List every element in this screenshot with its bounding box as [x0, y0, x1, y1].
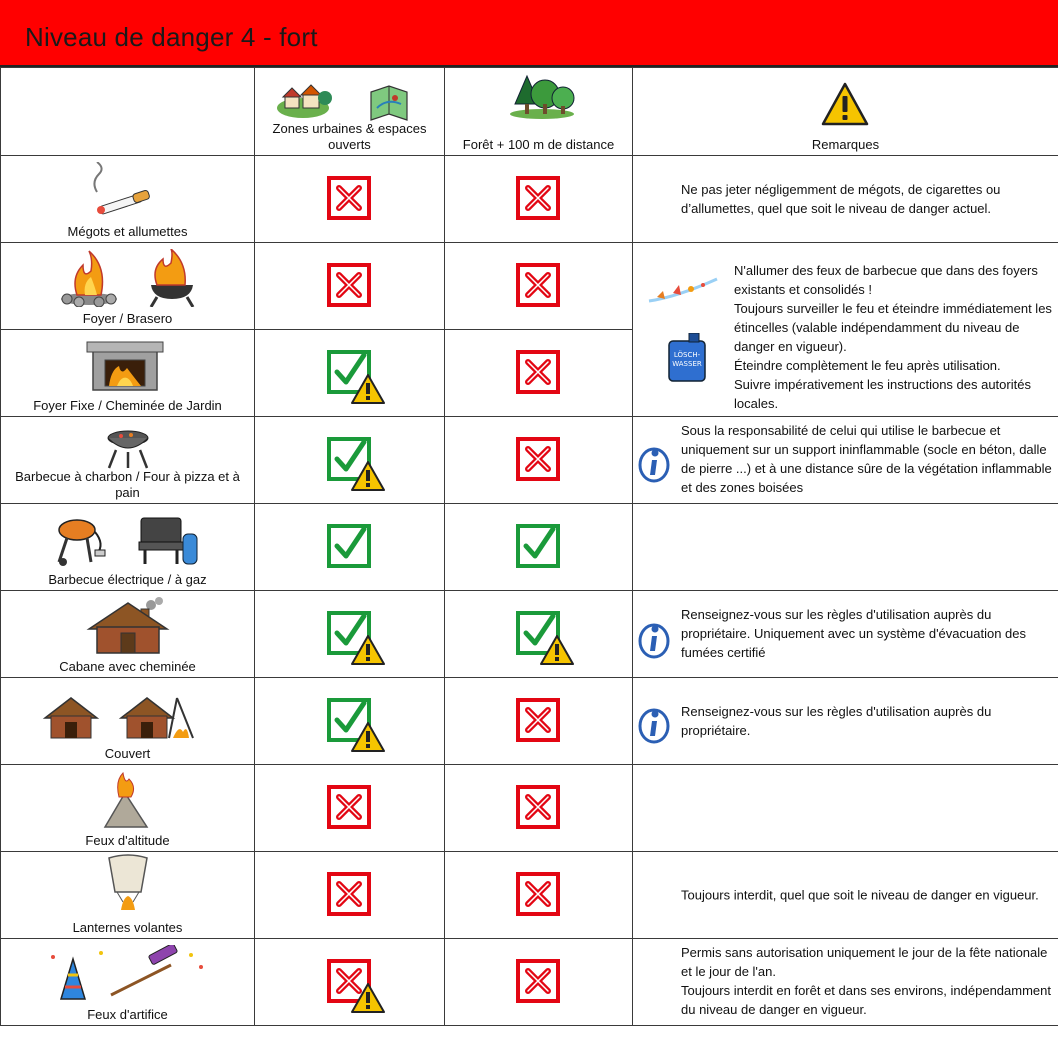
forbidden-icon — [515, 871, 563, 919]
forbidden-icon — [515, 436, 563, 484]
activity-label: Mégots et allumettes — [67, 224, 188, 239]
urban-status-cell — [255, 678, 445, 765]
remark-text: Toujours interdit, quel que soit le niveau de danger en vigueur. — [681, 887, 1039, 903]
fireworks-icon — [1, 945, 255, 1003]
table-row — [1, 591, 1058, 678]
urban-status-cell — [255, 591, 445, 678]
table-row — [1, 243, 1058, 330]
urban-status-cell — [255, 417, 445, 504]
canister-label-1: LÖSCH- — [673, 351, 701, 359]
forbidden-icon — [515, 697, 563, 745]
forbidden-with-caution-icon — [326, 958, 374, 1006]
forbidden-icon — [326, 871, 374, 919]
forbidden-icon — [515, 349, 563, 397]
activity-label: Barbecue à charbon / Four à pizza et à pain — [15, 469, 240, 500]
activity-cell — [1, 417, 255, 504]
allowed-with-caution-icon — [326, 610, 374, 658]
forbidden-icon — [326, 175, 374, 223]
forest-status-cell — [445, 156, 633, 243]
allowed-with-caution-icon — [326, 349, 374, 397]
remark-cell — [633, 765, 1058, 852]
remark-text: Renseignez-vous sur les règles d'utilisation auprès du propriétaire. Uniquement avec un système d'évacuation des fumées certifié — [681, 607, 1027, 660]
activity-cell — [1, 591, 255, 678]
table-row — [1, 765, 1058, 852]
fire-rules-table — [0, 67, 1058, 1026]
remark-cell — [633, 504, 1058, 591]
forest-status-cell — [445, 939, 633, 1026]
urban-status-cell — [255, 852, 445, 939]
garden-fireplace-icon — [1, 336, 255, 394]
remark-cell — [633, 678, 1058, 765]
forest-status-cell — [445, 330, 633, 417]
table-row — [1, 939, 1058, 1026]
forbidden-icon — [515, 784, 563, 832]
merged-remark-text: N'allumer des feux de barbecue que dans des foyers existants et consolidés ! Toujours surveiller le feu et éteindre immédiatement les étincelles (valable indépendamment du niveau de danger en vigueur). Éteindre complètement le feu après utilisation. Suivre impérativement les instructions des autorités locales. — [734, 263, 1052, 411]
remark-text: Permis sans autorisation uniquement le jour de la fête nationale et le jour de l'an. Toujours interdit en forêt et dans ses environs, indépendamment du niveau de danger en vigueur. — [681, 945, 1051, 1017]
forbidden-icon — [326, 262, 374, 310]
remark-text: Sous la responsabilité de celui qui utilise le barbecue et uniquement sur un support ininflammable (socle en béton, dalle de pierre ...) et à une distance sûre de la végétation inflammable et des zones boisées — [681, 423, 1052, 495]
forest-column-header — [445, 68, 633, 156]
remark-text: Ne pas jeter négligemment de mégots, de cigarettes ou d’allumettes, quel que soit le niveau de danger actuel. — [681, 182, 1001, 216]
activity-cell — [1, 852, 255, 939]
allowed-with-caution-icon — [326, 436, 374, 484]
activity-cell — [1, 243, 255, 330]
remark-cell — [633, 852, 1058, 939]
danger-level-banner — [0, 0, 1058, 67]
table-row — [1, 417, 1058, 504]
empty-header-cell — [1, 68, 255, 156]
campfire-brazier-icon — [1, 249, 255, 307]
urban-status-cell — [255, 156, 445, 243]
info-icon — [637, 619, 671, 664]
forest-status-cell — [445, 765, 633, 852]
forest-status-cell — [445, 417, 633, 504]
mountain-fire-icon — [1, 771, 255, 829]
forest-icon — [507, 72, 577, 120]
info-icon — [637, 443, 671, 488]
activity-label: Lanternes volantes — [72, 920, 183, 935]
activity-cell — [1, 678, 255, 765]
urban-status-cell — [255, 765, 445, 852]
page-title: Niveau de danger 4 - fort — [25, 22, 318, 52]
allowed-with-caution-icon — [515, 610, 563, 658]
forest-status-cell — [445, 852, 633, 939]
cigarette-match-icon — [1, 162, 255, 220]
urban-status-cell — [255, 330, 445, 417]
activity-cell — [1, 330, 255, 417]
remark-text: Renseignez-vous sur les règles d'utilisation auprès du propriétaire. — [681, 704, 992, 738]
allowed-icon — [326, 523, 374, 571]
activity-label: Foyer Fixe / Cheminée de Jardin — [33, 398, 222, 413]
remarks-column-header — [633, 68, 1058, 156]
shelter-icon — [1, 684, 255, 742]
forbidden-icon — [515, 175, 563, 223]
activity-label: Feux d'altitude — [85, 833, 170, 848]
remark-cell — [633, 156, 1058, 243]
table-row — [1, 504, 1058, 591]
activity-label: Barbecue électrique / à gaz — [48, 572, 207, 587]
table-row — [1, 852, 1058, 939]
forbidden-icon — [515, 958, 563, 1006]
water-canister-icon — [667, 333, 707, 383]
forest-column-label: Forêt + 100 m de distance — [462, 137, 615, 152]
remark-cell — [633, 939, 1058, 1026]
activity-label: Cabane avec cheminée — [59, 659, 196, 674]
forbidden-icon — [515, 262, 563, 310]
allowed-with-caution-icon — [326, 697, 374, 745]
urban-status-cell — [255, 243, 445, 330]
canister-label-2: WASSER — [672, 360, 702, 368]
activity-cell — [1, 939, 255, 1026]
warning-icon — [821, 82, 869, 126]
cabin-chimney-icon — [1, 597, 255, 655]
electric-gas-grill-icon — [1, 510, 255, 568]
forest-status-cell — [445, 678, 633, 765]
sparks-icon — [647, 275, 721, 305]
village-map-icon — [273, 78, 423, 124]
forest-status-cell — [445, 591, 633, 678]
sky-lantern-icon — [1, 854, 255, 912]
activity-cell — [1, 156, 255, 243]
remark-cell — [633, 417, 1058, 504]
remark-cell — [633, 591, 1058, 678]
table-header-row — [1, 68, 1058, 156]
activity-cell — [1, 504, 255, 591]
remarks-column-label: Remarques — [811, 137, 880, 152]
activity-label: Foyer / Brasero — [82, 311, 173, 326]
urban-column-header — [255, 68, 445, 156]
urban-status-cell — [255, 504, 445, 591]
forest-status-cell — [445, 504, 633, 591]
table-row — [1, 678, 1058, 765]
table-row — [1, 156, 1058, 243]
urban-status-cell — [255, 939, 445, 1026]
forest-status-cell — [445, 243, 633, 330]
allowed-icon — [515, 523, 563, 571]
urban-column-label: Zones urbaines & espaces ouverts — [272, 121, 427, 152]
activity-label: Feux d'artifice — [87, 1007, 168, 1022]
forbidden-icon — [326, 784, 374, 832]
activity-cell — [1, 765, 255, 852]
info-icon — [637, 704, 671, 749]
activity-label: Couvert — [104, 746, 151, 761]
merged-remark-cell — [633, 243, 1058, 417]
